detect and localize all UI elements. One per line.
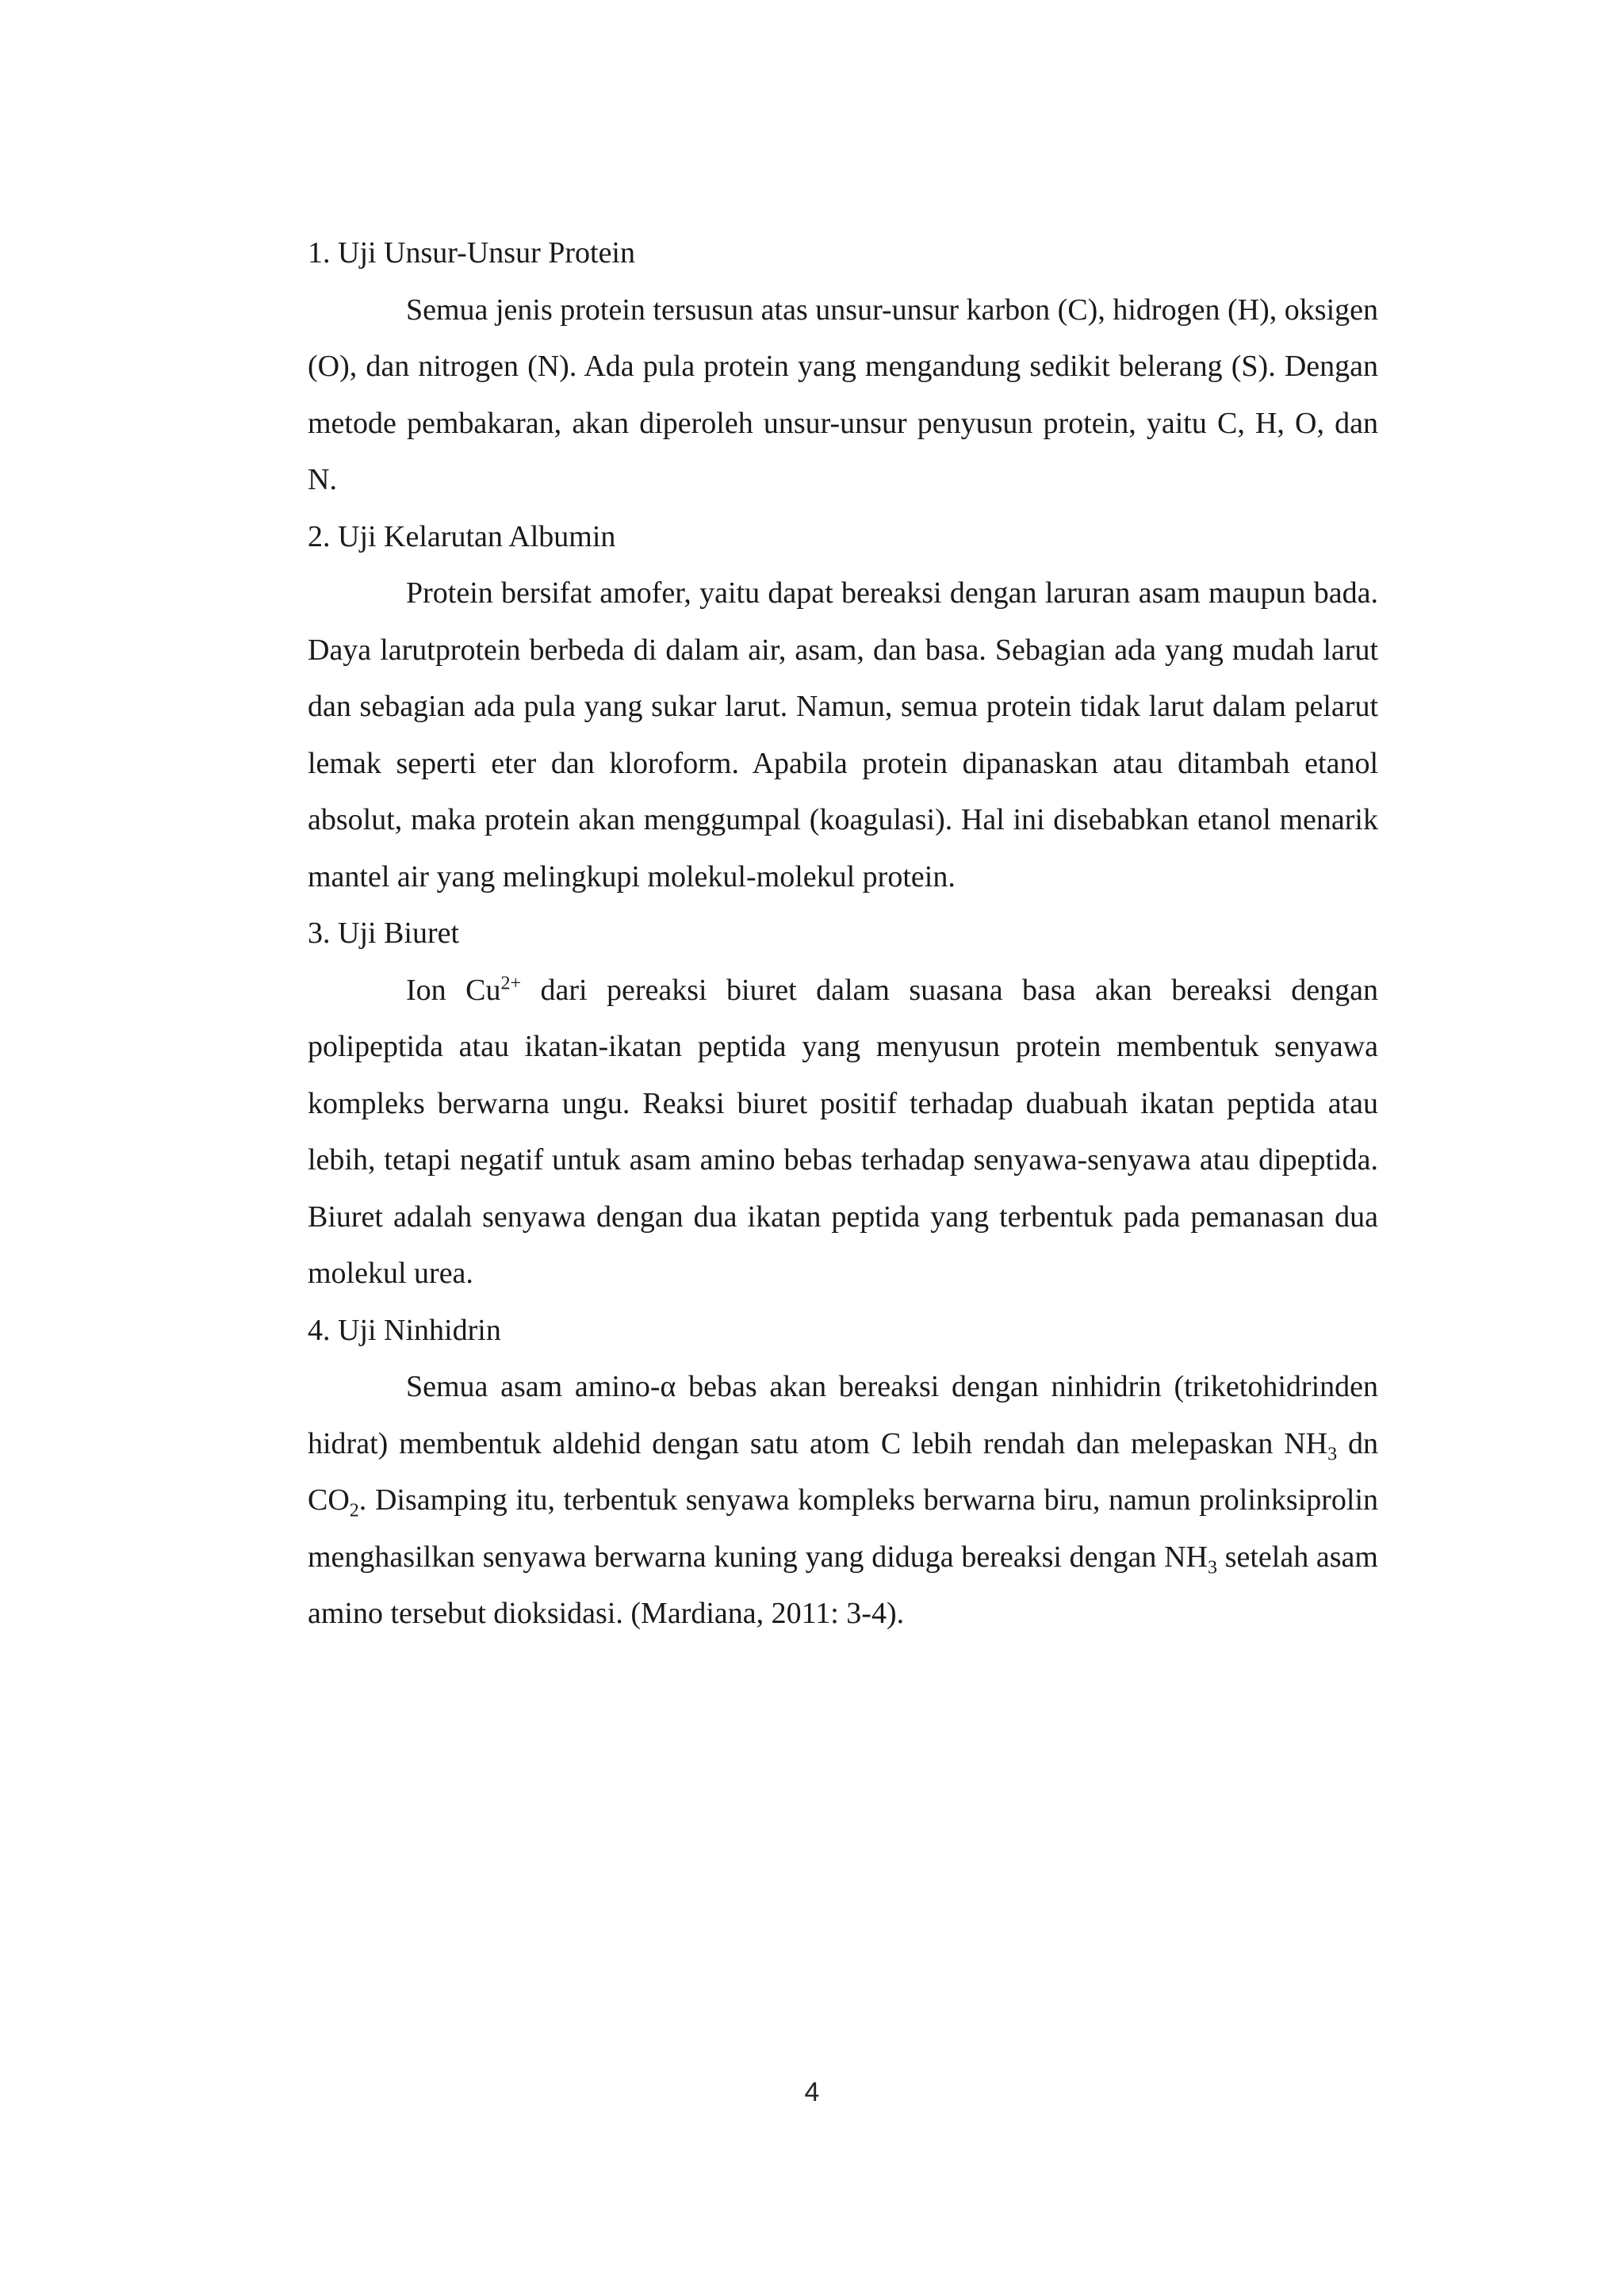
section-heading-3: 3. Uji Biuret bbox=[308, 916, 460, 950]
ninhidrin-text-2: dn CO bbox=[308, 1426, 1378, 1517]
co2-subscript: 2 bbox=[349, 1500, 359, 1521]
section-heading-2: 2. Uji Kelarutan Albumin bbox=[308, 519, 616, 553]
nh3-subscript-2: 3 bbox=[1207, 1557, 1217, 1578]
copper-charge-superscript: 2+ bbox=[500, 972, 521, 993]
ninhidrin-text-4: setelah asam amino tersebut dioksidasi. (Mardiana, 2011: 3-4). bbox=[308, 1540, 1378, 1630]
nh3-subscript: 3 bbox=[1327, 1444, 1338, 1465]
section-paragraph-2: Protein bersifat amofer, yaitu dapat bereaksi dengan laruran asam maupun bada. Daya larutprotein berbeda di dalam air, asam, dan basa. Sebagian ada yang mudah larut dan sebagian ada pula yang sukar larut. Namun, semua protein tidak larut dalam pelarut lemak seperti eter dan kloroform. Apabila protein dipanaskan atau ditambah etanol absolut, maka protein akan menggumpal (koagulasi). Hal ini disebabkan etanol menarik mantel air yang melingkupi molekul-molekul protein. bbox=[308, 576, 1378, 894]
biuret-text-rest: dari pereaksi biuret dalam suasana basa akan bereaksi dengan polipeptida atau ikatan-ikatan peptida yang menyusun protein membentuk senyawa kompleks berwarna ungu. Reaksi biuret positif terhadap duabuah ikatan peptida atau lebih, tetapi negatif untuk asam amino bebas terhadap senyawa-senyawa atau dipeptida. Biuret adalah senyawa dengan dua ikatan peptida yang terbentuk pada pemanasan dua molekul urea. bbox=[308, 973, 1378, 1290]
section-paragraph-1: Semua jenis protein tersusun atas unsur-unsur karbon (C), hidrogen (H), oksigen (O), dan nitrogen (N). Ada pula protein yang mengandung sedikit belerang (S). Dengan metode pembakaran, akan diperoleh unsur-unsur penyusun protein, yaitu C, H, O, dan N. bbox=[308, 293, 1378, 496]
page-number: 4 bbox=[804, 2077, 820, 2107]
section-paragraph-4 bbox=[308, 1359, 1378, 1643]
biuret-text-start: Ion Cu bbox=[406, 973, 501, 1007]
section-paragraph-3 bbox=[308, 962, 1378, 1303]
ninhidrin-text-3: . Disamping itu, terbentuk senyawa kompleks berwarna biru, namun prolinksiprolin menghasilkan senyawa berwarna kuning yang diduga bereaksi dengan NH bbox=[308, 1483, 1378, 1574]
section-heading-1: 1. Uji Unsur-Unsur Protein bbox=[308, 236, 635, 270]
ninhidrin-text-1: Semua asam amino-α bebas akan bereaksi dengan ninhidrin (triketohidrinden hidrat) membentuk aldehid dengan satu atom C lebih rendah dan melepaskan NH bbox=[308, 1370, 1378, 1460]
document-body bbox=[308, 225, 1378, 1643]
section-heading-4: 4. Uji Ninhidrin bbox=[308, 1313, 501, 1347]
